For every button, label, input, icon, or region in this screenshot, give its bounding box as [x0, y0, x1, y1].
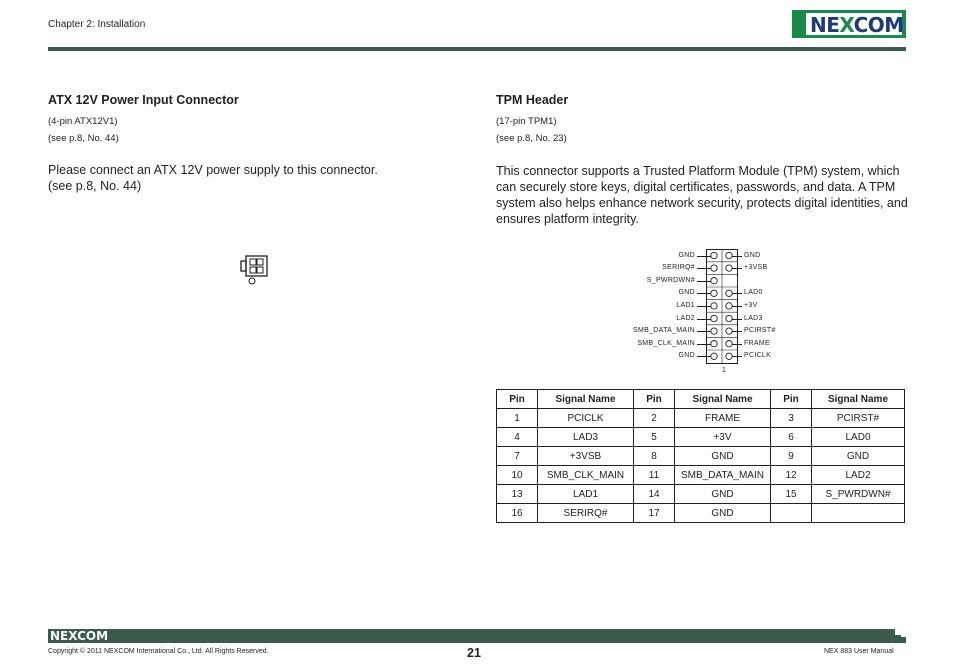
pin-leader-line	[732, 268, 742, 269]
col-pin: Pin	[497, 390, 538, 409]
tpm-pin-label-left: SMB_DATA_MAIN	[633, 327, 695, 335]
pin-cell: 14	[634, 485, 675, 504]
table-row	[497, 428, 905, 447]
tpm-pin-label-right: FRAME	[744, 339, 770, 347]
signal-cell: GND	[675, 504, 771, 523]
pin-cell: 3	[771, 409, 812, 428]
tpm-description-line2: can securely store keys, digital certificates, passwords, and data. A TPM	[496, 180, 896, 194]
tpm-pin-label-right: PCIRST#	[744, 327, 776, 335]
tpm-pin-label-left: SERIRQ#	[662, 264, 695, 272]
tpm-pin-label-left: GND	[678, 352, 695, 360]
pin-cell: 15	[771, 485, 812, 504]
pin-leader-line	[732, 356, 742, 357]
col-signal-name: Signal Name	[812, 390, 905, 409]
pin-circle	[711, 278, 717, 284]
tpm-pin-info: (17-pin TPM1)	[496, 116, 557, 127]
tpm-header-body	[706, 249, 738, 365]
footer-corner-mark	[890, 626, 906, 643]
tpm-section-title: TPM Header	[496, 93, 569, 107]
tpm-description-line1: This connector supports a Trusted Platform Module (TPM) system, which	[496, 164, 900, 178]
signal-cell: LAD1	[538, 485, 634, 504]
table-row	[497, 504, 905, 523]
pin-leader-line	[732, 306, 742, 307]
pin-leader-line	[732, 331, 742, 332]
table-row	[497, 409, 905, 428]
tpm-pin-label-left: S_PWRDWN#	[646, 276, 695, 284]
pin-leader-line	[697, 256, 711, 257]
pin-circle	[711, 290, 717, 296]
col-signal-name: Signal Name	[538, 390, 634, 409]
tpm-pin-label-left: GND	[678, 289, 695, 297]
tpm-pin-label-right: LAD3	[744, 314, 763, 322]
pin-cell: 16	[497, 504, 538, 523]
pin-leader-line	[732, 344, 742, 345]
pin-cell: 10	[497, 466, 538, 485]
chapter-title: Chapter 2: Installation	[48, 19, 146, 30]
tpm-pin-label-left: LAD2	[676, 314, 695, 322]
footer-bar	[48, 629, 894, 643]
signal-cell: GND	[812, 447, 905, 466]
atx-pin-info: (4-pin ATX12V1)	[48, 116, 118, 127]
signal-cell: SMB_CLK_MAIN	[538, 466, 634, 485]
tpm-pin-label-right: +3VSB	[744, 264, 768, 272]
page-number: 21	[467, 646, 481, 660]
tpm-pin-label-right: GND	[744, 251, 761, 259]
tpm-description-line4: ensures platform integrity.	[496, 212, 639, 226]
pin-leader-line	[732, 293, 742, 294]
signal-cell: PCICLK	[538, 409, 634, 428]
pin-cell: 12	[771, 466, 812, 485]
pin-cell	[771, 504, 812, 523]
col-pin: Pin	[771, 390, 812, 409]
tpm-pin-label-left: SMB_CLK_MAIN	[637, 339, 695, 347]
tpm-description-line3: system also helps enhance network security, protects digital identities, and	[496, 196, 908, 210]
pin-circle	[711, 341, 717, 347]
tpm-see-ref: (see p.8, No. 23)	[496, 133, 567, 144]
tpm-signal-table	[496, 389, 905, 523]
pin-cell: 5	[634, 428, 675, 447]
pin-cell: 1	[497, 409, 538, 428]
pin-cell: 7	[497, 447, 538, 466]
atx-description-line1: Please connect an ATX 12V power supply to this connector.	[48, 163, 378, 177]
pin-cell: 13	[497, 485, 538, 504]
pin-cell: 2	[634, 409, 675, 428]
col-signal-name: Signal Name	[675, 390, 771, 409]
signal-cell: SERIRQ#	[538, 504, 634, 523]
atx-see-ref: (see p.8, No. 44)	[48, 133, 119, 144]
pin-cell: 4	[497, 428, 538, 447]
signal-cell: PCIRST#	[812, 409, 905, 428]
header-rule	[48, 47, 906, 51]
pin-circle	[711, 353, 717, 359]
pin-circle	[711, 303, 717, 309]
pin-leader-line	[697, 356, 711, 357]
tpm-pin1-label: 1	[722, 367, 727, 374]
tpm-pin-label-right: LAD0	[744, 289, 763, 297]
signal-cell: LAD0	[812, 428, 905, 447]
pin-leader-line	[697, 281, 711, 282]
signal-cell: S_PWRDWN#	[812, 485, 905, 504]
tpm-pin-label-left: GND	[678, 251, 695, 259]
pin-circle	[711, 265, 717, 271]
pin-leader-line	[697, 331, 711, 332]
tpm-pin-label-left: LAD1	[676, 301, 695, 309]
table-row	[497, 466, 905, 485]
atx-connector-icon	[240, 254, 280, 290]
table-row	[497, 485, 905, 504]
manual-name: NEX 883 User Manual	[824, 648, 894, 655]
nexcom-logo: NEXCOM	[792, 10, 906, 38]
pin-cell: 17	[634, 504, 675, 523]
footer-nexcom-logo: NEXCOM	[50, 629, 109, 643]
signal-cell: SMB_DATA_MAIN	[675, 466, 771, 485]
signal-cell: FRAME	[675, 409, 771, 428]
signal-cell: GND	[675, 485, 771, 504]
pin-cell: 6	[771, 428, 812, 447]
signal-cell: +3VSB	[538, 447, 634, 466]
signal-cell: GND	[675, 447, 771, 466]
pin-leader-line	[697, 344, 711, 345]
pin-circle	[711, 252, 717, 258]
pin-cell: 9	[771, 447, 812, 466]
pin-leader-line	[732, 256, 742, 257]
atx-description-line2: (see p.8, No. 44)	[48, 179, 142, 193]
pin-circle	[711, 315, 717, 321]
pin-cell: 11	[634, 466, 675, 485]
pin-circle	[711, 328, 717, 334]
pin-cell: 8	[634, 447, 675, 466]
pin-leader-line	[697, 319, 711, 320]
table-header-row	[497, 390, 905, 409]
copyright-text: Copyright © 2011 NEXCOM International Co., Ltd. All Rights Reserved.	[48, 648, 269, 655]
pin-leader-line	[697, 293, 711, 294]
tpm-pin-label-right: PCICLK	[744, 352, 772, 360]
signal-cell: LAD3	[538, 428, 634, 447]
pin-leader-line	[697, 306, 711, 307]
tpm-pin-label-right: +3V	[744, 301, 758, 309]
atx-section-title: ATX 12V Power Input Connector	[48, 93, 239, 107]
col-pin: Pin	[634, 390, 675, 409]
signal-cell	[812, 504, 905, 523]
table-row	[497, 447, 905, 466]
pin-leader-line	[697, 268, 711, 269]
signal-cell: LAD2	[812, 466, 905, 485]
pin-leader-line	[732, 319, 742, 320]
signal-cell: +3V	[675, 428, 771, 447]
